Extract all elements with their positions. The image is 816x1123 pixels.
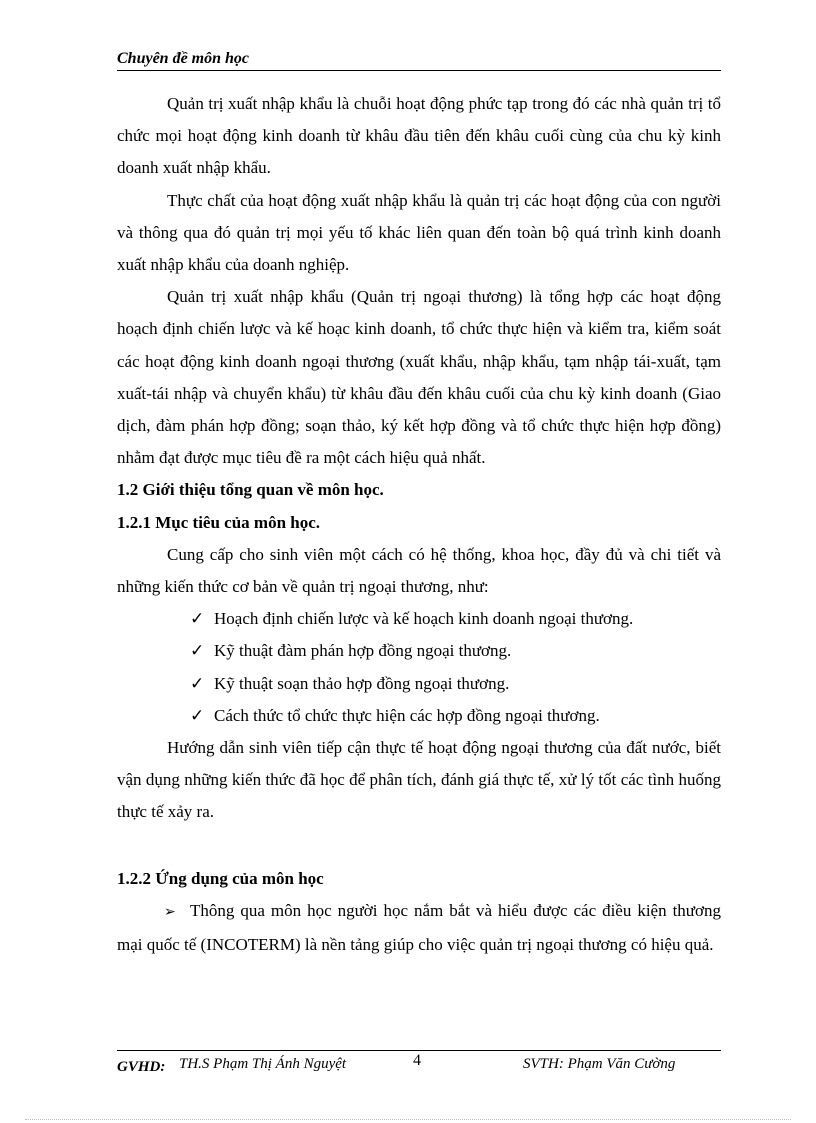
- footer-svth: SVTH: Phạm Văn Cường: [523, 1056, 676, 1072]
- list-item-text: Thông qua môn học người học nắm bắt và hiểu được các điều kiện thương mại quốc tế (INCOTERM) là nền tảng giúp cho việc quản trị ngoại thương có hiệu quả.: [117, 900, 721, 955]
- list-item-text: Kỹ thuật đàm phán hợp đồng ngoại thương.: [214, 641, 512, 661]
- paragraph-1: Quản trị xuất nhập khẩu là chuỗi hoạt động phức tạp trong đó các nhà quản trị tổ chức mọi hoạt động kinh doanh từ khâu đầu tiên đến khâu cuối cùng của chu kỳ kinh doanh xuất nhập khẩu.: [117, 94, 721, 178]
- list-item: [117, 895, 721, 961]
- spacer: [117, 829, 721, 863]
- list-item: [117, 700, 721, 732]
- footer-gvhd-label: GVHD:: [117, 1059, 166, 1075]
- section-heading-1-2-1: 1.2.1 Mục tiêu của môn học.: [117, 512, 321, 532]
- paragraph-3: Quản trị xuất nhập khẩu (Quản trị ngoại thương) là tổng hợp các hoạt động hoạch định chiến lược và kế hoạc kinh doanh, tổ chức thực hiện và kiểm tra, kiểm soát các hoạt động kinh doanh ngoại thương (xuất khẩu, nhập khẩu, tạm nhập tái-xuất, tạm xuất-tái nhập và chuyển khẩu) từ khâu đầu đến khâu cuối của chu kỳ kinh doanh (Giao dịch, đàm phán hợp đồng; soạn thảo, ký kết hợp đồng và tổ chức thực hiện hợp đồng) nhằm đạt được mục tiêu đề ra một cách hiệu quả nhất.: [117, 287, 721, 468]
- page-number: 4: [413, 1052, 421, 1069]
- page-header: [117, 50, 721, 71]
- page-footer: [117, 1054, 721, 1078]
- page-bottom-dotted-line: [25, 1119, 791, 1120]
- arrow-bullet-icon: ➢: [164, 904, 176, 920]
- list-item-text: Kỹ thuật soạn thảo hợp đồng ngoại thương.: [214, 673, 510, 693]
- section-heading-1-2-2: 1.2.2 Ứng dụng của môn học: [117, 868, 324, 888]
- list-item: [117, 668, 721, 700]
- header-title: Chuyên đề môn học: [117, 50, 250, 67]
- list-item: [117, 635, 721, 667]
- objective-list: [117, 603, 721, 732]
- footer-divider: [117, 1050, 721, 1051]
- objective-intro: Cung cấp cho sinh viên một cách có hệ thống, khoa học, đầy đủ và chi tiết và những kiến thức cơ bản về quản trị ngoại thương, như:: [117, 544, 721, 597]
- paragraph-2: Thực chất của hoạt động xuất nhập khẩu là quản trị các hoạt động của con người và thông qua đó quản trị mọi yếu tố khác liên quan đến toàn bộ quá trình kinh doanh xuất nhập khẩu của doanh nghiệp.: [117, 190, 721, 275]
- checkmark-icon: ✓: [190, 705, 205, 725]
- checkmark-icon: ✓: [190, 609, 205, 629]
- list-item-text: Hoạch định chiến lược và kế hoạch kinh doanh ngoại thương.: [214, 609, 634, 629]
- objective-outro: Hướng dẫn sinh viên tiếp cận thực tế hoạt động ngoại thương của đất nước, biết vận dụng những kiến thức đã học để phân tích, đánh giá thực tế, xử lý tốt các tình huống thực tế xảy ra.: [117, 738, 721, 822]
- list-item-text: Cách thức tổ chức thực hiện các hợp đồng ngoại thương.: [214, 705, 600, 725]
- checkmark-icon: ✓: [190, 673, 205, 693]
- footer-gvhd-name: TH.S Phạm Thị Ánh Nguyệt: [179, 1056, 347, 1072]
- page-content: [117, 88, 721, 961]
- list-item: [117, 603, 721, 635]
- section-heading-1-2: 1.2 Giới thiệu tổng quan về môn học.: [117, 480, 384, 500]
- application-list: [117, 895, 721, 961]
- checkmark-icon: ✓: [190, 641, 205, 661]
